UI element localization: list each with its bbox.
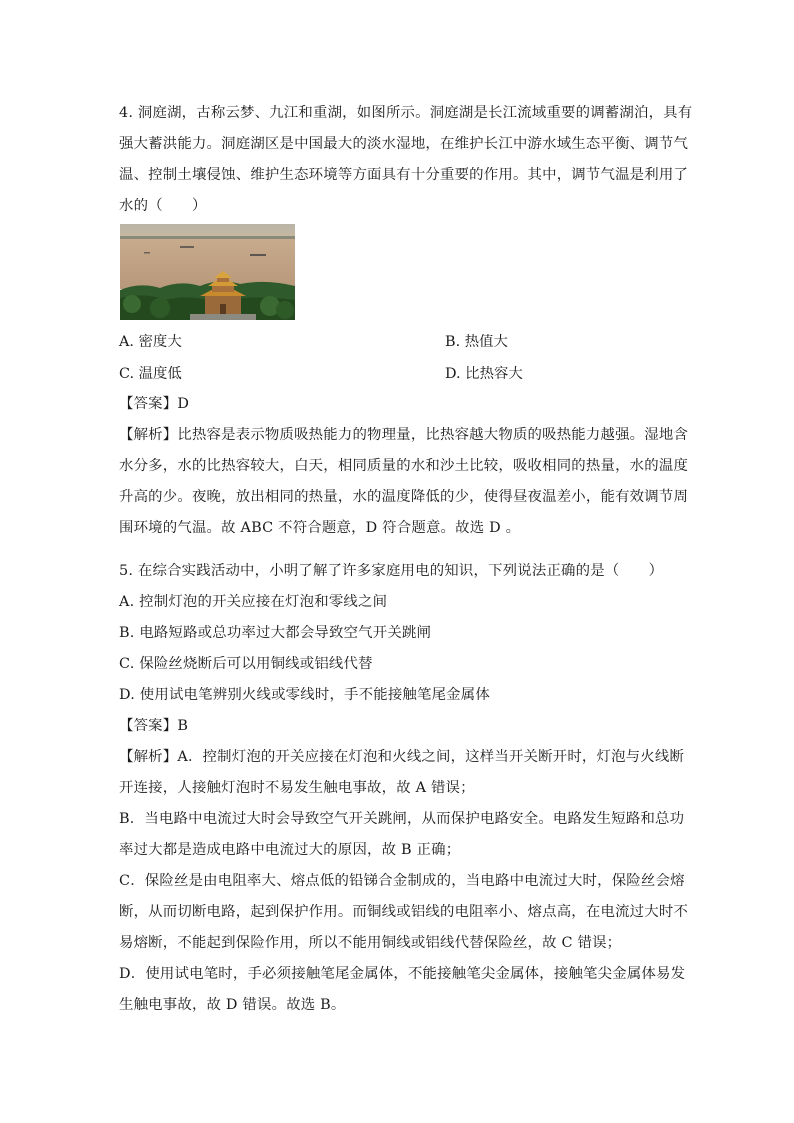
q5-analysis-line-3: B．当电路中电流过大时会导致空气开关跳闸，从而保护电路安全。电路发生短路和总功 — [119, 811, 685, 827]
q5-analysis-line-7: 易熔断，不能起到保险作用，所以不能用铜线或铝线代替保险丝，故 C 错误； — [119, 935, 622, 951]
q5-analysis-line-9: 生触电事故，故 D 错误。故选 B。 — [119, 997, 346, 1013]
dongting-lake-photo — [120, 224, 295, 320]
q4-answer: 【答案】D — [119, 396, 190, 412]
q4-stem-line-3: 温、控制土壤侵蚀、维护生态环境等方面具有十分重要的作用。其中，调节气温是利用了 — [119, 167, 689, 183]
q5-analysis-line-6: 断，从而切断电路，起到保护作用。而铜线或铝线的电阻率小、熔点高，在电流过大时不 — [119, 904, 689, 920]
q5-option-b: B. 电路短路或总功率过大都会导致空气开关跳闸 — [119, 625, 432, 641]
q5-analysis-line-4: 率过大都是造成电路中电流过大的原因，故 B 正确； — [119, 842, 461, 858]
q4-stem-line-4: 水的（ ） — [119, 198, 207, 214]
q5-stem: 5. 在综合实践活动中，小明了解了许多家庭用电的知识，下列说法正确的是（ ） — [119, 563, 664, 579]
q4-analysis-line-1: 【解析】比热容是表示物质吸热能力的物理量，比热容越大物质的吸热能力越强。湿地含 — [119, 427, 689, 443]
q4-option-c: C. 温度低 — [119, 366, 182, 382]
q5-analysis-line-2: 开连接，人接触灯泡时不易发生触电事故，故 A 错误； — [119, 780, 475, 796]
q4-stem-line-1: 4. 洞庭湖，古称云梦、九江和重湖，如图所示。洞庭湖是长江流域重要的调蓄湖泊，具有 — [119, 105, 693, 121]
q4-analysis-line-3: 升高的少。夜晚，放出相同的热量，水的温度降低的少，使得昼夜温差小，能有效调节周 — [119, 489, 689, 505]
q4-analysis-line-2: 水分多，水的比热容较大，白天，相同质量的水和沙土比较，吸收相同的热量，水的温度 — [119, 458, 689, 474]
q4-analysis-line-4: 围环境的气温。故 ABC 不符合题意，D 符合题意。故选 D 。 — [119, 520, 521, 536]
q4-option-a: A. 密度大 — [119, 334, 182, 350]
q5-option-a: A. 控制灯泡的开关应接在灯泡和零线之间 — [119, 594, 388, 610]
q5-option-c: C. 保险丝烧断后可以用铜线或铝线代替 — [119, 656, 373, 672]
q5-option-d: D. 使用试电笔辨别火线或零线时，手不能接触笔尾金属体 — [119, 687, 490, 703]
q5-answer: 【答案】B — [119, 718, 189, 734]
q4-option-b: B. 热值大 — [445, 334, 508, 350]
q5-analysis-line-5: C．保险丝是由电阻率大、熔点低的铅锑合金制成的，当电路中电流过大时，保险丝会熔 — [119, 873, 685, 889]
q5-analysis-line-8: D．使用试电笔时，手必须接触笔尾金属体，不能接触笔尖金属体，接触笔尖金属体易发 — [119, 966, 686, 982]
q5-analysis-line-1: 【解析】A．控制灯泡的开关应接在灯泡和火线之间，这样当开关断开时，灯泡与火线断 — [119, 749, 685, 765]
q4-option-d: D. 比热容大 — [445, 366, 523, 382]
q4-stem-line-2: 强大蓄洪能力。洞庭湖区是中国最大的淡水湿地，在维护长江中游水域生态平衡、调节气 — [119, 136, 689, 152]
